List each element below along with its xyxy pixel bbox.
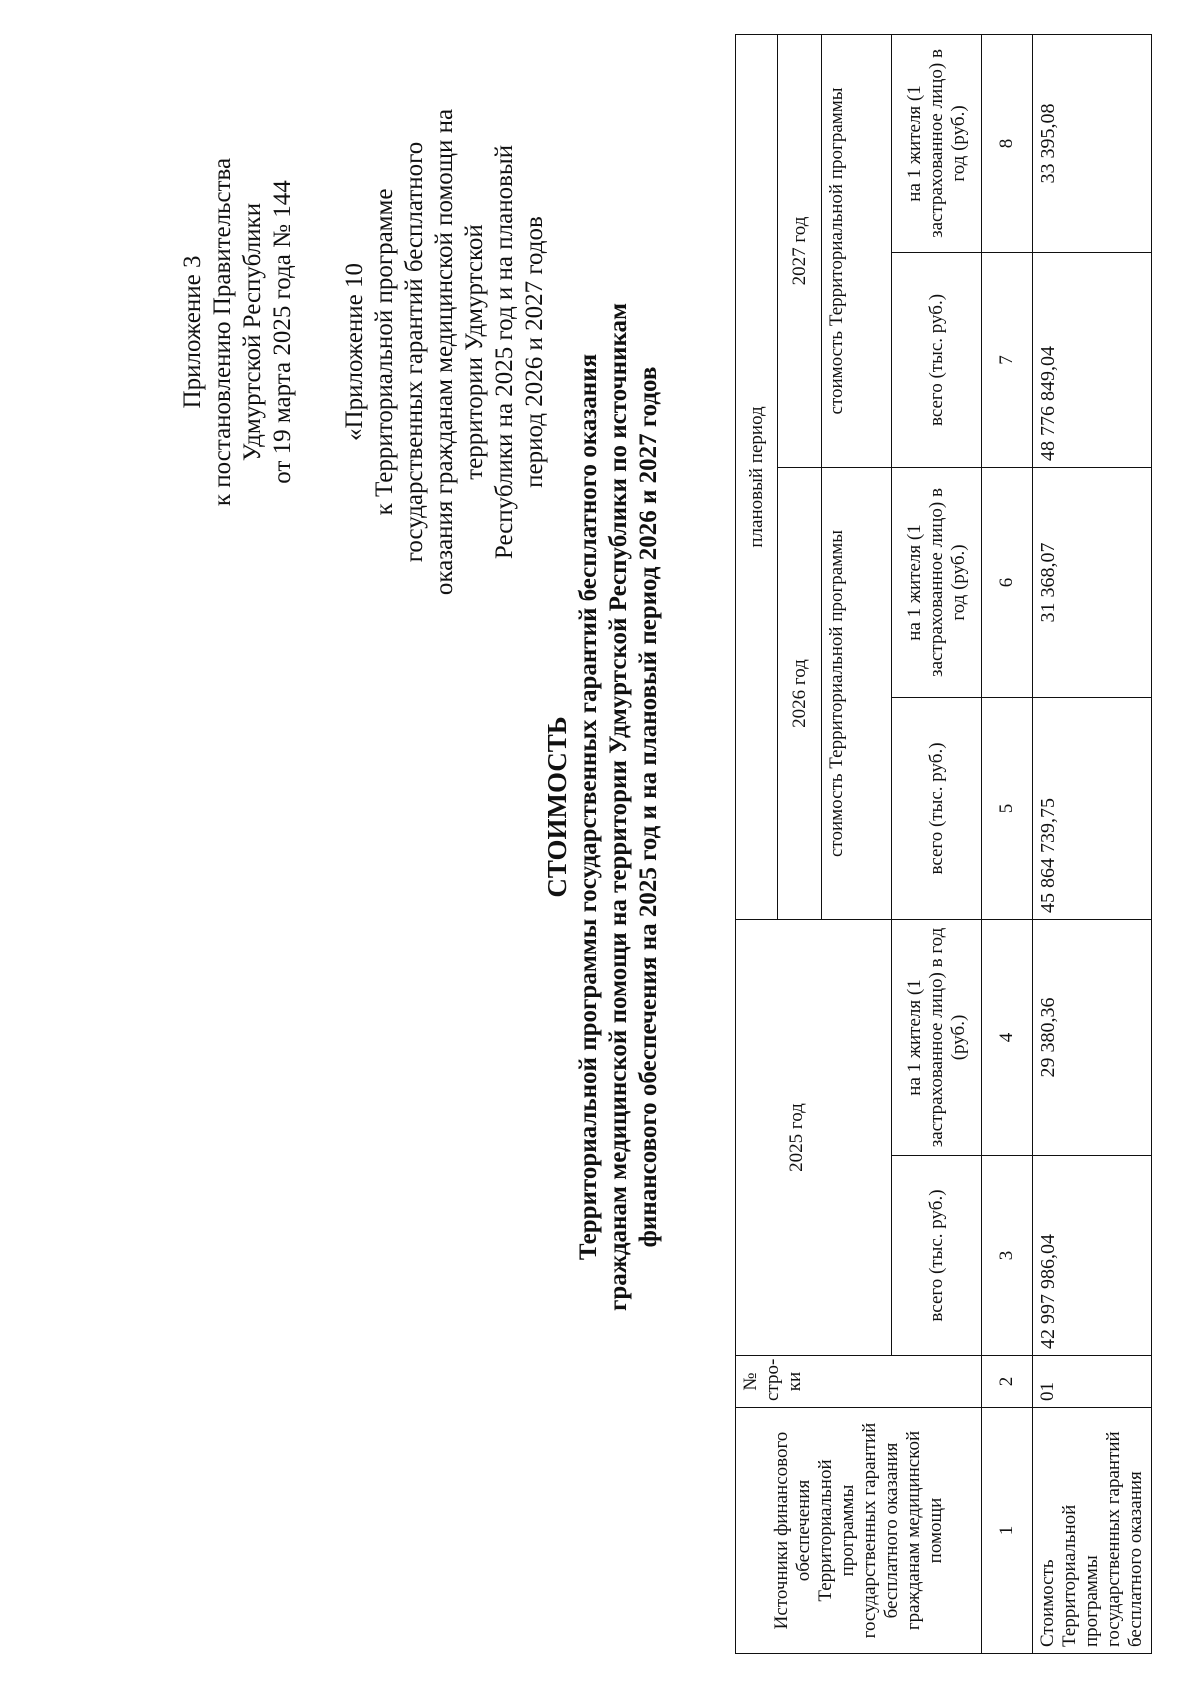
appendix-10-line: государственных гарантий бесплатного bbox=[401, 141, 428, 563]
row-per-capita-2026: 31 368,07 bbox=[1033, 467, 1152, 697]
document-title bbox=[540, 77, 664, 1537]
header-planning-period: плановый период bbox=[736, 34, 778, 919]
header-cost-2027: стоимость Территориальной программы bbox=[822, 34, 892, 467]
column-number: 6 bbox=[982, 467, 1033, 697]
header-per-capita-2026: на 1 жителя (1 застрахованное лицо) в год (руб.) bbox=[892, 467, 982, 697]
header-per-capita-2027: на 1 жителя (1 застрахованное лицо) в год (руб.) bbox=[892, 34, 982, 252]
header-year-2026: 2026 год bbox=[778, 467, 822, 919]
header-row-number: № стро-ки bbox=[736, 1356, 982, 1408]
header-total-2025: всего (тыс. руб.) bbox=[892, 1156, 982, 1356]
header-year-2027: 2027 год bbox=[778, 34, 822, 467]
header-total-2026: всего (тыс. руб.) bbox=[892, 697, 982, 919]
appendix-10-header bbox=[340, 7, 550, 697]
appendix-10-line: «Приложение 10 bbox=[341, 263, 368, 441]
table-row bbox=[1033, 34, 1152, 1653]
title-line: Территориальной программы государственных гарантий бесплатного оказания bbox=[575, 353, 602, 1261]
column-number: 3 bbox=[982, 1156, 1033, 1356]
appendix-10-line: Республики на 2025 год и на плановый bbox=[491, 144, 518, 560]
title-line: финансового обеспечения на 2025 год и на плановый период 2026 и 2027 годов bbox=[635, 366, 662, 1248]
column-number: 1 bbox=[982, 1408, 1033, 1654]
row-total-2026: 45 864 739,75 bbox=[1033, 697, 1152, 919]
cost-table bbox=[735, 34, 1152, 1654]
title-line: гражданам медицинской помощи на территории Удмуртской Республики по источникам bbox=[605, 302, 632, 1312]
appendix-10-line: территории Удмуртской bbox=[461, 224, 488, 480]
header-cost-2026: стоимость Территориальной программы bbox=[822, 467, 892, 919]
column-number: 7 bbox=[982, 252, 1033, 467]
appendix-3-line: Приложение 3 bbox=[179, 255, 206, 409]
appendix-3-header bbox=[178, 52, 298, 612]
appendix-3-line: к постановлению Правительства bbox=[209, 157, 236, 507]
header-total-2027: всего (тыс. руб.) bbox=[892, 252, 982, 467]
column-number: 4 bbox=[982, 919, 1033, 1155]
column-number: 8 bbox=[982, 34, 1033, 252]
row-total-2025: 42 997 986,04 bbox=[1033, 1156, 1152, 1356]
column-numbers-row bbox=[982, 34, 1033, 1653]
title-heading: СТОИМОСТЬ bbox=[542, 716, 572, 898]
row-source-name: Стоимость Территориальной программы государственных гарантий бесплатного оказания bbox=[1033, 1408, 1152, 1654]
column-number: 5 bbox=[982, 697, 1033, 919]
appendix-3-line: от 19 марта 2025 года № 144 bbox=[269, 180, 296, 484]
appendix-10-line: период 2026 и 2027 годов bbox=[521, 216, 548, 488]
appendix-3-line: Удмуртской Республики bbox=[239, 202, 266, 462]
header-year-2025: 2025 год bbox=[736, 919, 892, 1355]
row-number: 01 bbox=[1033, 1356, 1152, 1408]
header-sources: Источники финансового обеспечения Территориальной программы государственных гарантий бесплатного оказания гражданам медицинской помощи bbox=[736, 1408, 982, 1654]
row-per-capita-2027: 33 395,08 bbox=[1033, 34, 1152, 252]
row-per-capita-2025: 29 380,36 bbox=[1033, 919, 1152, 1155]
appendix-10-line: оказания гражданам медицинской помощи на bbox=[431, 108, 458, 596]
appendix-10-line: к Территориальной программе bbox=[371, 188, 398, 516]
row-total-2027: 48 776 849,04 bbox=[1033, 252, 1152, 467]
header-per-capita-2025: на 1 жителя (1 застрахованное лицо) в год (руб.) bbox=[892, 919, 982, 1155]
column-number: 2 bbox=[982, 1356, 1033, 1408]
